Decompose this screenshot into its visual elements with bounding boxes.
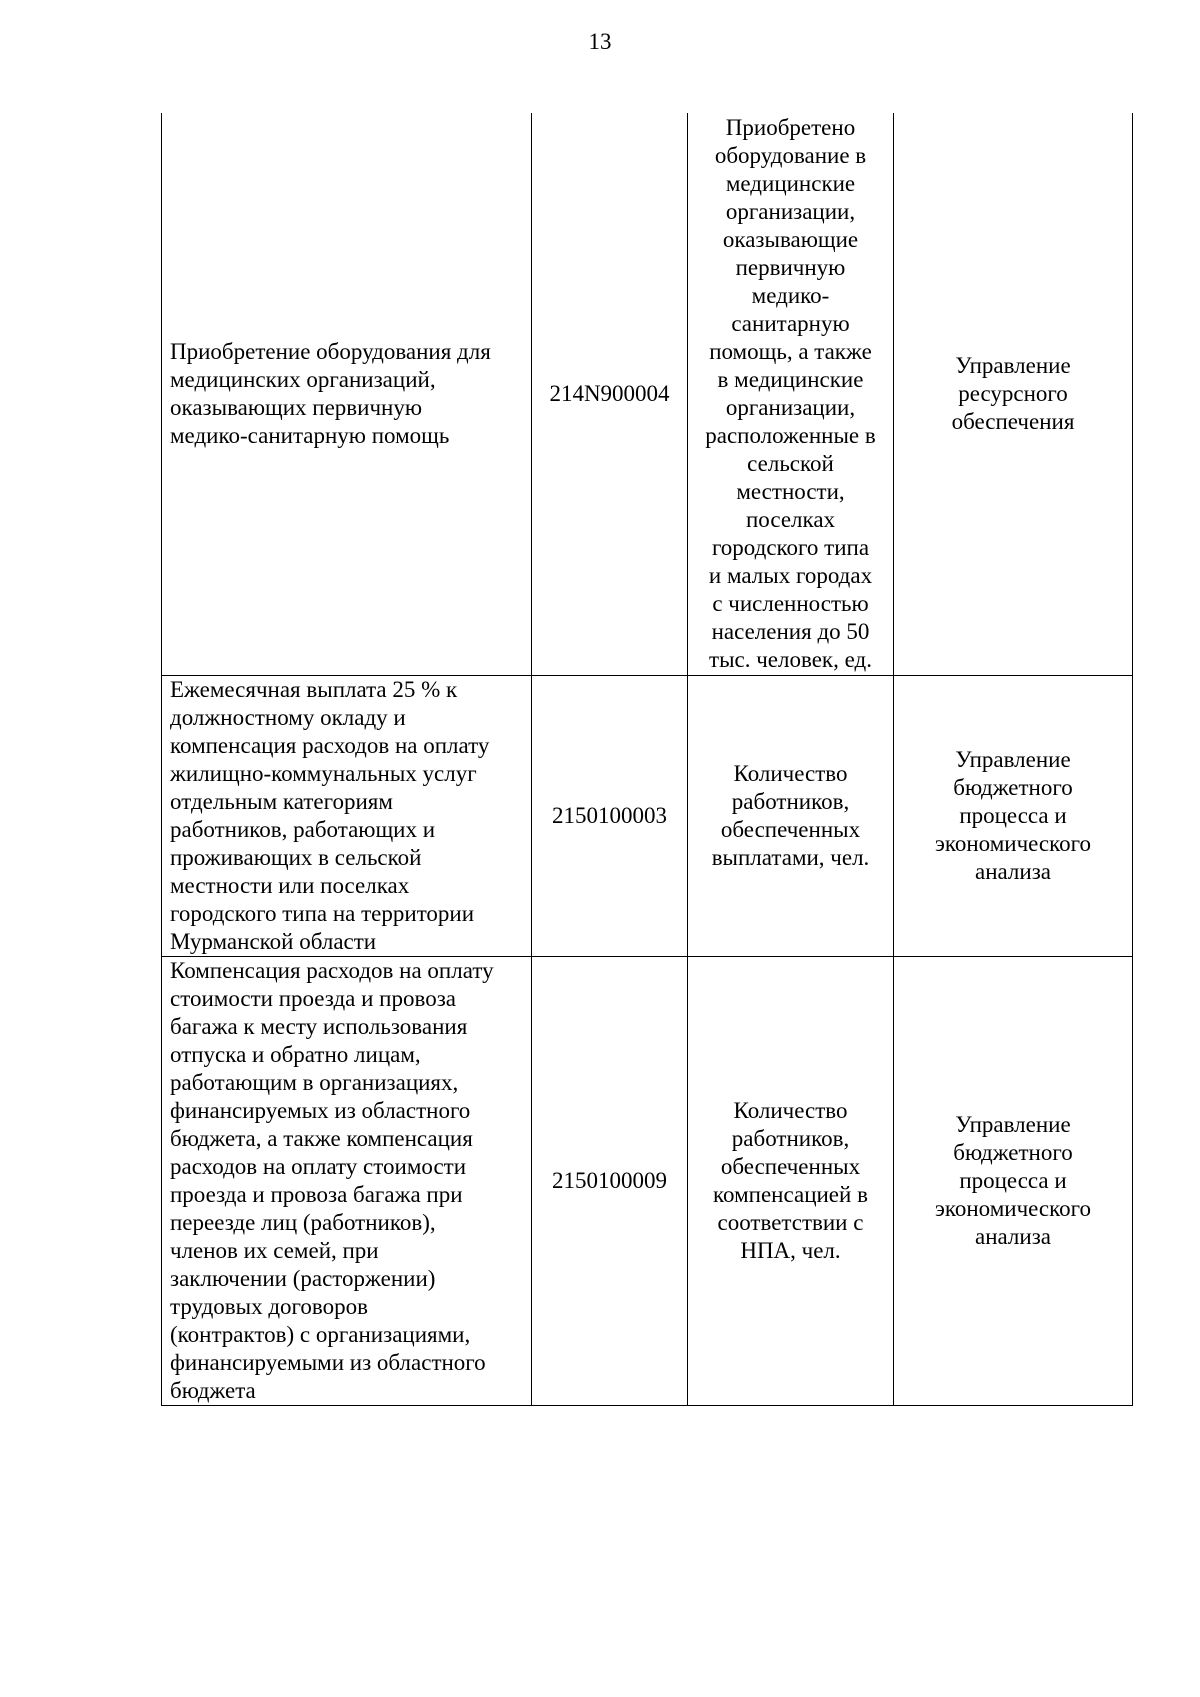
- responsible-cell: [894, 113, 1133, 676]
- budget-code-cell: [532, 676, 688, 957]
- measure-name-cell: [162, 957, 532, 1406]
- indicator: Количество работников, обеспеченных компенсацией в соответствии с НПА, чел.: [713, 1098, 868, 1263]
- measure-name-cell: [162, 113, 532, 676]
- indicator: Приобретено оборудование в медицинские организации, оказывающие первичную медико- санитарную помощь, а также в медицинские организации, расположенные в сельской местности, поселках городского типа и малых городах с численностью населения до 50 тыс. человек, ед.: [705, 115, 876, 672]
- indicator-cell: [688, 676, 894, 957]
- indicator: Количество работников, обеспеченных выплатами, чел.: [711, 761, 870, 870]
- measure-name: Приобретение оборудования для медицинских организаций, оказывающих первичную медико-санитарную помощь: [170, 339, 491, 448]
- measure-name: Компенсация расходов на оплату стоимости проезда и провоза багажа к месту использования отпуска и обратно лицам, работающим в организациях, финансируемых из областного бюджета, а также компенсация расходов на оплату стоимости проезда и провоза багажа при переезде лиц (работников), членов их семей, при заключении (расторжении) трудовых договоров (контрактов) с организациями, финансируемыми из областного бюджета: [170, 958, 494, 1403]
- measure-name: Ежемесячная выплата 25 % к должностному окладу и компенсация расходов на оплату жилищно-коммунальных услуг отдельным категориям работников, работающих и проживающих в сельской местности или поселках городского типа на территории Мурманской области: [170, 677, 490, 954]
- budget-code-cell: [532, 113, 688, 676]
- table-row: [162, 113, 1133, 676]
- responsible-cell: [894, 957, 1133, 1406]
- page-number: 13: [588, 29, 612, 54]
- table-row: [162, 957, 1133, 1406]
- responsible-cell: [894, 676, 1133, 957]
- table-row: [162, 676, 1133, 957]
- measure-name-cell: [162, 676, 532, 957]
- indicator-cell: [688, 113, 894, 676]
- budget-code: 2150100003: [552, 803, 667, 828]
- measures-table: [161, 113, 1133, 1406]
- budget-code: 214N900004: [549, 381, 670, 406]
- budget-code: 2150100009: [552, 1168, 667, 1193]
- responsible-unit: Управление бюджетного процесса и экономического анализа: [934, 1112, 1092, 1249]
- responsible-unit: Управление бюджетного процесса и экономического анализа: [934, 747, 1092, 884]
- budget-code-cell: [532, 957, 688, 1406]
- responsible-unit: Управление ресурсного обеспечения: [951, 353, 1075, 434]
- indicator-cell: [688, 957, 894, 1406]
